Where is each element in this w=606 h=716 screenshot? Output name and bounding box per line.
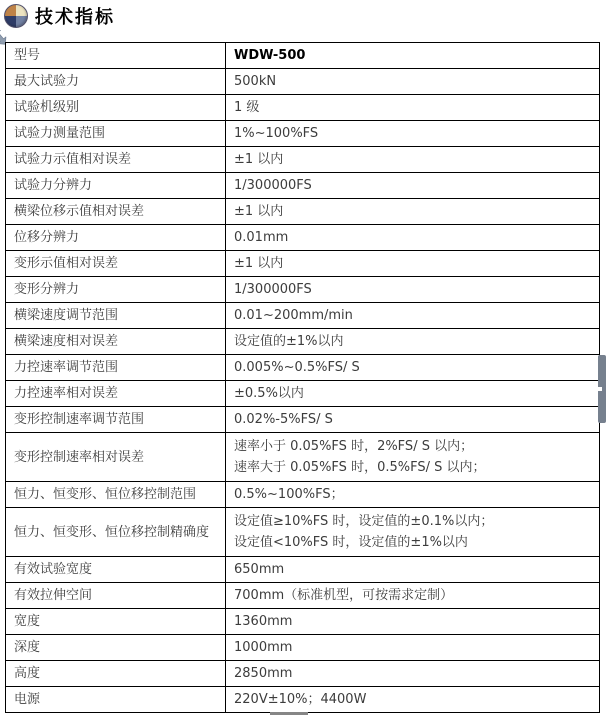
- spec-value-cell: 1360mm: [226, 609, 600, 635]
- spec-value-cell: [226, 433, 600, 482]
- spec-value-cell: 1/300000FS: [226, 277, 600, 303]
- spec-value-cell: 0.5%~100%FS；: [226, 482, 600, 508]
- spec-value-line: 设定值≥10%FS 时，设定值的±0.1%以内；: [234, 514, 494, 529]
- spec-label-cell: 变形控制速率调节范围: [6, 407, 226, 433]
- spec-label-cell: 型号: [6, 43, 226, 69]
- page-title: 技术指标: [35, 7, 115, 28]
- table-row: [6, 557, 600, 583]
- spec-label-cell: 位移分辨力: [6, 225, 226, 251]
- table-row: [6, 583, 600, 609]
- bottom-edge-divider: [270, 712, 308, 715]
- spec-label-cell: 横梁速度调节范围: [6, 303, 226, 329]
- spec-table: [5, 42, 600, 713]
- spec-value-cell: 1%~100%FS: [226, 121, 600, 147]
- spec-value-cell: 700mm（标准机型，可按需求定制）: [226, 583, 600, 609]
- spec-value-cell: ±1 以内: [226, 199, 600, 225]
- table-row: [6, 121, 600, 147]
- table-row: [6, 329, 600, 355]
- table-row: [6, 407, 600, 433]
- spec-value-cell: 1/300000FS: [226, 173, 600, 199]
- table-row: [6, 173, 600, 199]
- spec-value-cell: WDW-500: [226, 43, 600, 69]
- table-row: [6, 661, 600, 687]
- pie-chart-icon: [4, 4, 28, 28]
- table-row: [6, 508, 600, 557]
- spec-label-cell: 有效拉伸空间: [6, 583, 226, 609]
- spec-value-cell: 220V±10%；4400W: [226, 687, 600, 713]
- spec-value-cell: 0.01~200mm/min: [226, 303, 600, 329]
- spec-value-cell: 1 级: [226, 95, 600, 121]
- spec-label-cell: 恒力、恒变形、恒位移控制范围: [6, 482, 226, 508]
- spec-value-cell: 1000mm: [226, 635, 600, 661]
- spec-value-line: 速率大于 0.05%FS 时，0.5%FS/ S 以内；: [234, 460, 486, 475]
- spec-value-cell: 500kN: [226, 69, 600, 95]
- spec-value-cell: 0.02%-5%FS/ S: [226, 407, 600, 433]
- spec-label-cell: 有效试验宽度: [6, 557, 226, 583]
- spec-value-cell: 2850mm: [226, 661, 600, 687]
- table-row: [6, 687, 600, 713]
- spec-label-cell: 最大试验力: [6, 69, 226, 95]
- spec-value-cell: 0.005%~0.5%FS/ S: [226, 355, 600, 381]
- spec-value-cell: 650mm: [226, 557, 600, 583]
- table-row: [6, 433, 600, 482]
- spec-label-cell: 宽度: [6, 609, 226, 635]
- spec-label-cell: 力控速率相对误差: [6, 381, 226, 407]
- table-row: [6, 147, 600, 173]
- spec-value-cell: 设定值的±1%以内: [226, 329, 600, 355]
- table-row: [6, 381, 600, 407]
- spec-label-cell: 试验机级别: [6, 95, 226, 121]
- scrollbar-grip-mark: [598, 387, 602, 391]
- spec-value-cell: 0.01mm: [226, 225, 600, 251]
- spec-value-line: 速率小于 0.05%FS 时，2%FS/ S 以内；: [234, 439, 474, 454]
- spec-value-cell: ±1 以内: [226, 251, 600, 277]
- table-row: [6, 225, 600, 251]
- table-row: [6, 303, 600, 329]
- table-row: [6, 43, 600, 69]
- table-row: [6, 95, 600, 121]
- spec-label-cell: 试验力示值相对误差: [6, 147, 226, 173]
- spec-label-cell: 恒力、恒变形、恒位移控制精确度: [6, 508, 226, 557]
- spec-label-cell: 试验力测量范围: [6, 121, 226, 147]
- table-row: [6, 355, 600, 381]
- table-row: [6, 199, 600, 225]
- table-row: [6, 609, 600, 635]
- spec-label-cell: 变形示值相对误差: [6, 251, 226, 277]
- spec-label-cell: 横梁速度相对误差: [6, 329, 226, 355]
- spec-label-cell: 力控速率调节范围: [6, 355, 226, 381]
- vertical-scrollbar-thumb[interactable]: [598, 355, 606, 423]
- spec-label-cell: 变形控制速率相对误差: [6, 433, 226, 482]
- spec-value-cell: [226, 508, 600, 557]
- spec-value-line: 设定值<10%FS 时，设定值的±1%以内: [234, 535, 468, 550]
- spec-value-cell: ±0.5%以内: [226, 381, 600, 407]
- spec-label-cell: 试验力分辨力: [6, 173, 226, 199]
- spec-table-body: [6, 43, 600, 713]
- spec-label-cell: 深度: [6, 635, 226, 661]
- table-row: [6, 69, 600, 95]
- table-row: [6, 482, 600, 508]
- spec-value-cell: ±1 以内: [226, 147, 600, 173]
- table-row: [6, 277, 600, 303]
- section-header: [4, 3, 115, 29]
- spec-label-cell: 高度: [6, 661, 226, 687]
- table-row: [6, 635, 600, 661]
- spec-label-cell: 电源: [6, 687, 226, 713]
- spec-label-cell: 横梁位移示值相对误差: [6, 199, 226, 225]
- table-row: [6, 251, 600, 277]
- spec-label-cell: 变形分辨力: [6, 277, 226, 303]
